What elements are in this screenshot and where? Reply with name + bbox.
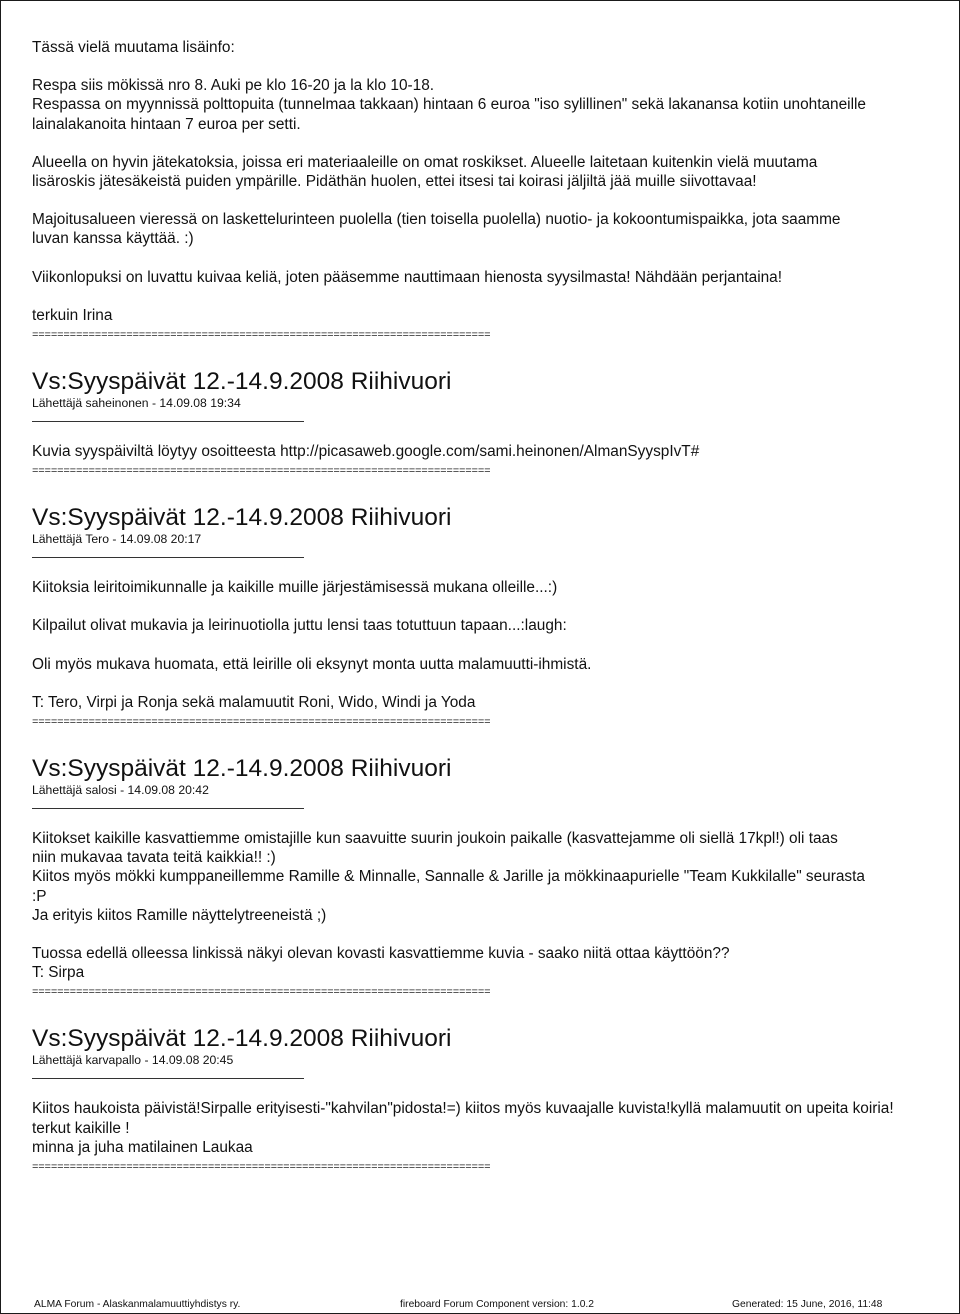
- blank-line: [32, 191, 957, 210]
- text-line: Majoitusalueen vieressä on laskettelurinteen puolella (tien toisella puolella) nuotio- ja kokoontumispaikka, jota saamme: [32, 211, 841, 229]
- footer-component: fireboard Forum Component version: 1.0.2: [400, 1299, 595, 1310]
- text-line: Kuvia syyspäiviltä löytyy osoitteesta http://picasaweb.google.com/sami.heinonen/AlmanSyyspIvT#: [32, 443, 700, 461]
- blank-line: [32, 597, 957, 616]
- text-line: Respa siis mökissä nro 8. Auki pe klo 16-20 ja la klo 10-18.: [32, 77, 435, 95]
- text-line: niin mukavaa tavata teitä kaikkia!! :): [32, 849, 276, 867]
- text-line: :P: [32, 887, 47, 905]
- text-line: Kiitoksia leiritoimikunnalle ja kaikille muille järjestämisessä mukana olleille...:): [32, 579, 558, 597]
- post: [32, 756, 957, 1000]
- text-line: Tuossa edellä olleessa linkissä näkyi olevan kovasti kasvattiemme kuvia - saako niitä ottaa käyttöön??: [32, 945, 730, 963]
- post-divider: [32, 421, 304, 422]
- text-line: terkut kaikille !: [32, 1119, 130, 1137]
- post-body: [32, 442, 957, 461]
- blank-line: [32, 287, 957, 306]
- separator: =========================================================================: [32, 717, 491, 730]
- post-body: [32, 578, 957, 712]
- text-line: terkuin Irina: [32, 306, 113, 324]
- post-divider: [32, 1078, 304, 1079]
- post-meta: Lähettäjä Tero - 14.09.08 20:17: [32, 532, 202, 547]
- text-line: Oli myös mukava huomata, että leirille oli eksynyt monta uutta malamuutti-ihmistä.: [32, 655, 592, 673]
- post-body: [32, 829, 957, 982]
- footer-site: ALMA Forum - Alaskanmalamuuttiyhdistys ry.: [34, 1299, 241, 1310]
- text-line: Kiitos haukoista päivistä!Sirpalle erityisesti-"kahvilan"pidosta!=) kiitos myös kuvaajalle kuvista!kyllä malamuutit on upeita koiria!: [32, 1100, 894, 1118]
- separator: =========================================================================: [32, 330, 491, 343]
- text-line: Respassa on myynnissä polttopuita (tunnelmaa takkaan) hintaan 6 euroa "iso sylillinen" sekä lakanansa kotiin unohtaneille: [32, 96, 866, 114]
- blank-line: [32, 925, 957, 944]
- text-line: lainalakanoita hintaan 7 euroa per setti.: [32, 115, 301, 133]
- text-line: Alueella on hyvin jätekatoksia, joissa eri materiaaleille on omat roskikset. Alueelle laitetaan kuitenkin vielä muutama: [32, 153, 818, 171]
- separator: =========================================================================: [32, 987, 491, 1000]
- text-line: Kiitos myös mökki kumppaneillemme Ramille & Minnalle, Sannalle & Jarille ja mökkinaapurielle "Team Kukkilalle" seurasta: [32, 868, 865, 886]
- text-line: T: Tero, Virpi ja Ronja sekä malamuutit Roni, Wido, Windi ja Yoda: [32, 693, 476, 711]
- post: [32, 505, 957, 730]
- post-divider: [32, 557, 304, 558]
- text-line: luvan kanssa käyttää. :): [32, 230, 194, 248]
- page-footer: [34, 1298, 952, 1312]
- text-line: Tässä vielä muutama lisäinfo:: [32, 39, 235, 56]
- text-line: T: Sirpa: [32, 964, 85, 982]
- blank-line: [32, 134, 957, 153]
- post-title: Vs:Syyspäivät 12.-14.9.2008 Riihivuori: [32, 1025, 452, 1053]
- text-line: Kilpailut olivat mukavia ja leirinuotiolla juttu lensi taas totuttuun tapaan...:laugh:: [32, 617, 567, 635]
- intro-message: [32, 38, 957, 325]
- post-meta: Lähettäjä saheinonen - 14.09.08 19:34: [32, 396, 241, 411]
- post: [32, 369, 957, 479]
- post-list: [32, 369, 957, 1175]
- text-line: Ja erityis kiitos Ramille näyttelytreeneistä ;): [32, 906, 327, 924]
- post-title: Vs:Syyspäivät 12.-14.9.2008 Riihivuori: [32, 368, 452, 396]
- separator: =========================================================================: [32, 466, 491, 479]
- footer-generated: Generated: 15 June, 2016, 11:48: [732, 1299, 883, 1310]
- text-line: minna ja juha matilainen Laukaa: [32, 1138, 253, 1156]
- blank-line: [32, 249, 957, 268]
- post-meta: Lähettäjä salosi - 14.09.08 20:42: [32, 783, 209, 798]
- post: [32, 1026, 957, 1175]
- text-line: lisäroskis jätesäkeistä puiden ympärille. Pidäthän huolen, ettei itsesi tai koirasi jäljiltä jää muille siivottavaa!: [32, 173, 757, 191]
- post-meta: Lähettäjä karvapallo - 14.09.08 20:45: [32, 1053, 234, 1068]
- post-body: [32, 1099, 957, 1157]
- blank-line: [32, 674, 957, 693]
- post-divider: [32, 808, 304, 809]
- separator: =========================================================================: [32, 1162, 491, 1175]
- text-line: Viikonlopuksi on luvattu kuivaa keliä, joten pääsemme nauttimaan hienosta syysilmasta! Nähdään perjantaina!: [32, 268, 783, 286]
- blank-line: [32, 57, 957, 76]
- blank-line: [32, 636, 957, 655]
- forum-thread: [32, 38, 957, 1175]
- post-title: Vs:Syyspäivät 12.-14.9.2008 Riihivuori: [32, 755, 452, 783]
- post-title: Vs:Syyspäivät 12.-14.9.2008 Riihivuori: [32, 504, 452, 532]
- text-line: Kiitokset kaikille kasvattiemme omistajille kun saavuitte suurin joukoin paikalle (kasvattejamme oli siellä 17kpl!) oli taas: [32, 830, 838, 848]
